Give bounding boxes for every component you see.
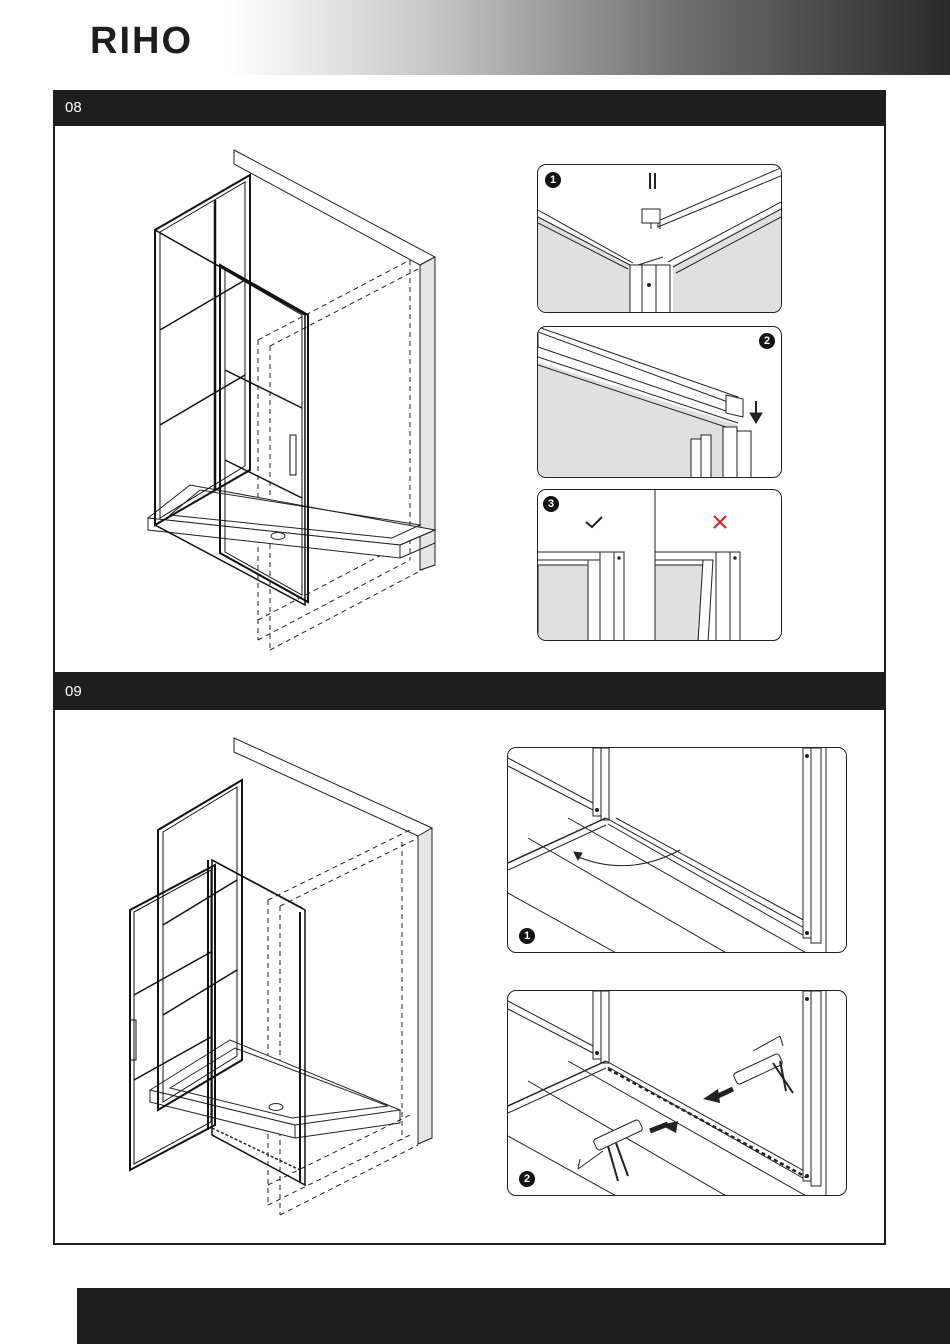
callout-1: 1 — [519, 928, 535, 944]
callout-3: 3 — [543, 496, 559, 512]
step-08-detail-3-panel — [537, 489, 782, 641]
incorrect-cross-icon — [714, 516, 726, 528]
step-header-08: 08 — [53, 90, 886, 126]
step-08-shower-illustration — [130, 140, 460, 660]
footer-band — [77, 1288, 950, 1344]
step-08-detail-1-panel — [537, 164, 782, 313]
correct-check-icon — [586, 517, 602, 527]
step-09-shower-illustration — [120, 730, 450, 1220]
callout-1: 1 — [545, 172, 561, 188]
step-09-detail-1-panel — [507, 747, 847, 953]
step-08-detail-2-panel — [537, 326, 782, 478]
callout-2: 2 — [519, 1171, 535, 1187]
callout-2: 2 — [759, 333, 775, 349]
step-09-detail-2-panel — [507, 990, 847, 1196]
brand-logo: RIHO — [90, 20, 193, 62]
step-header-09: 09 — [53, 674, 886, 710]
